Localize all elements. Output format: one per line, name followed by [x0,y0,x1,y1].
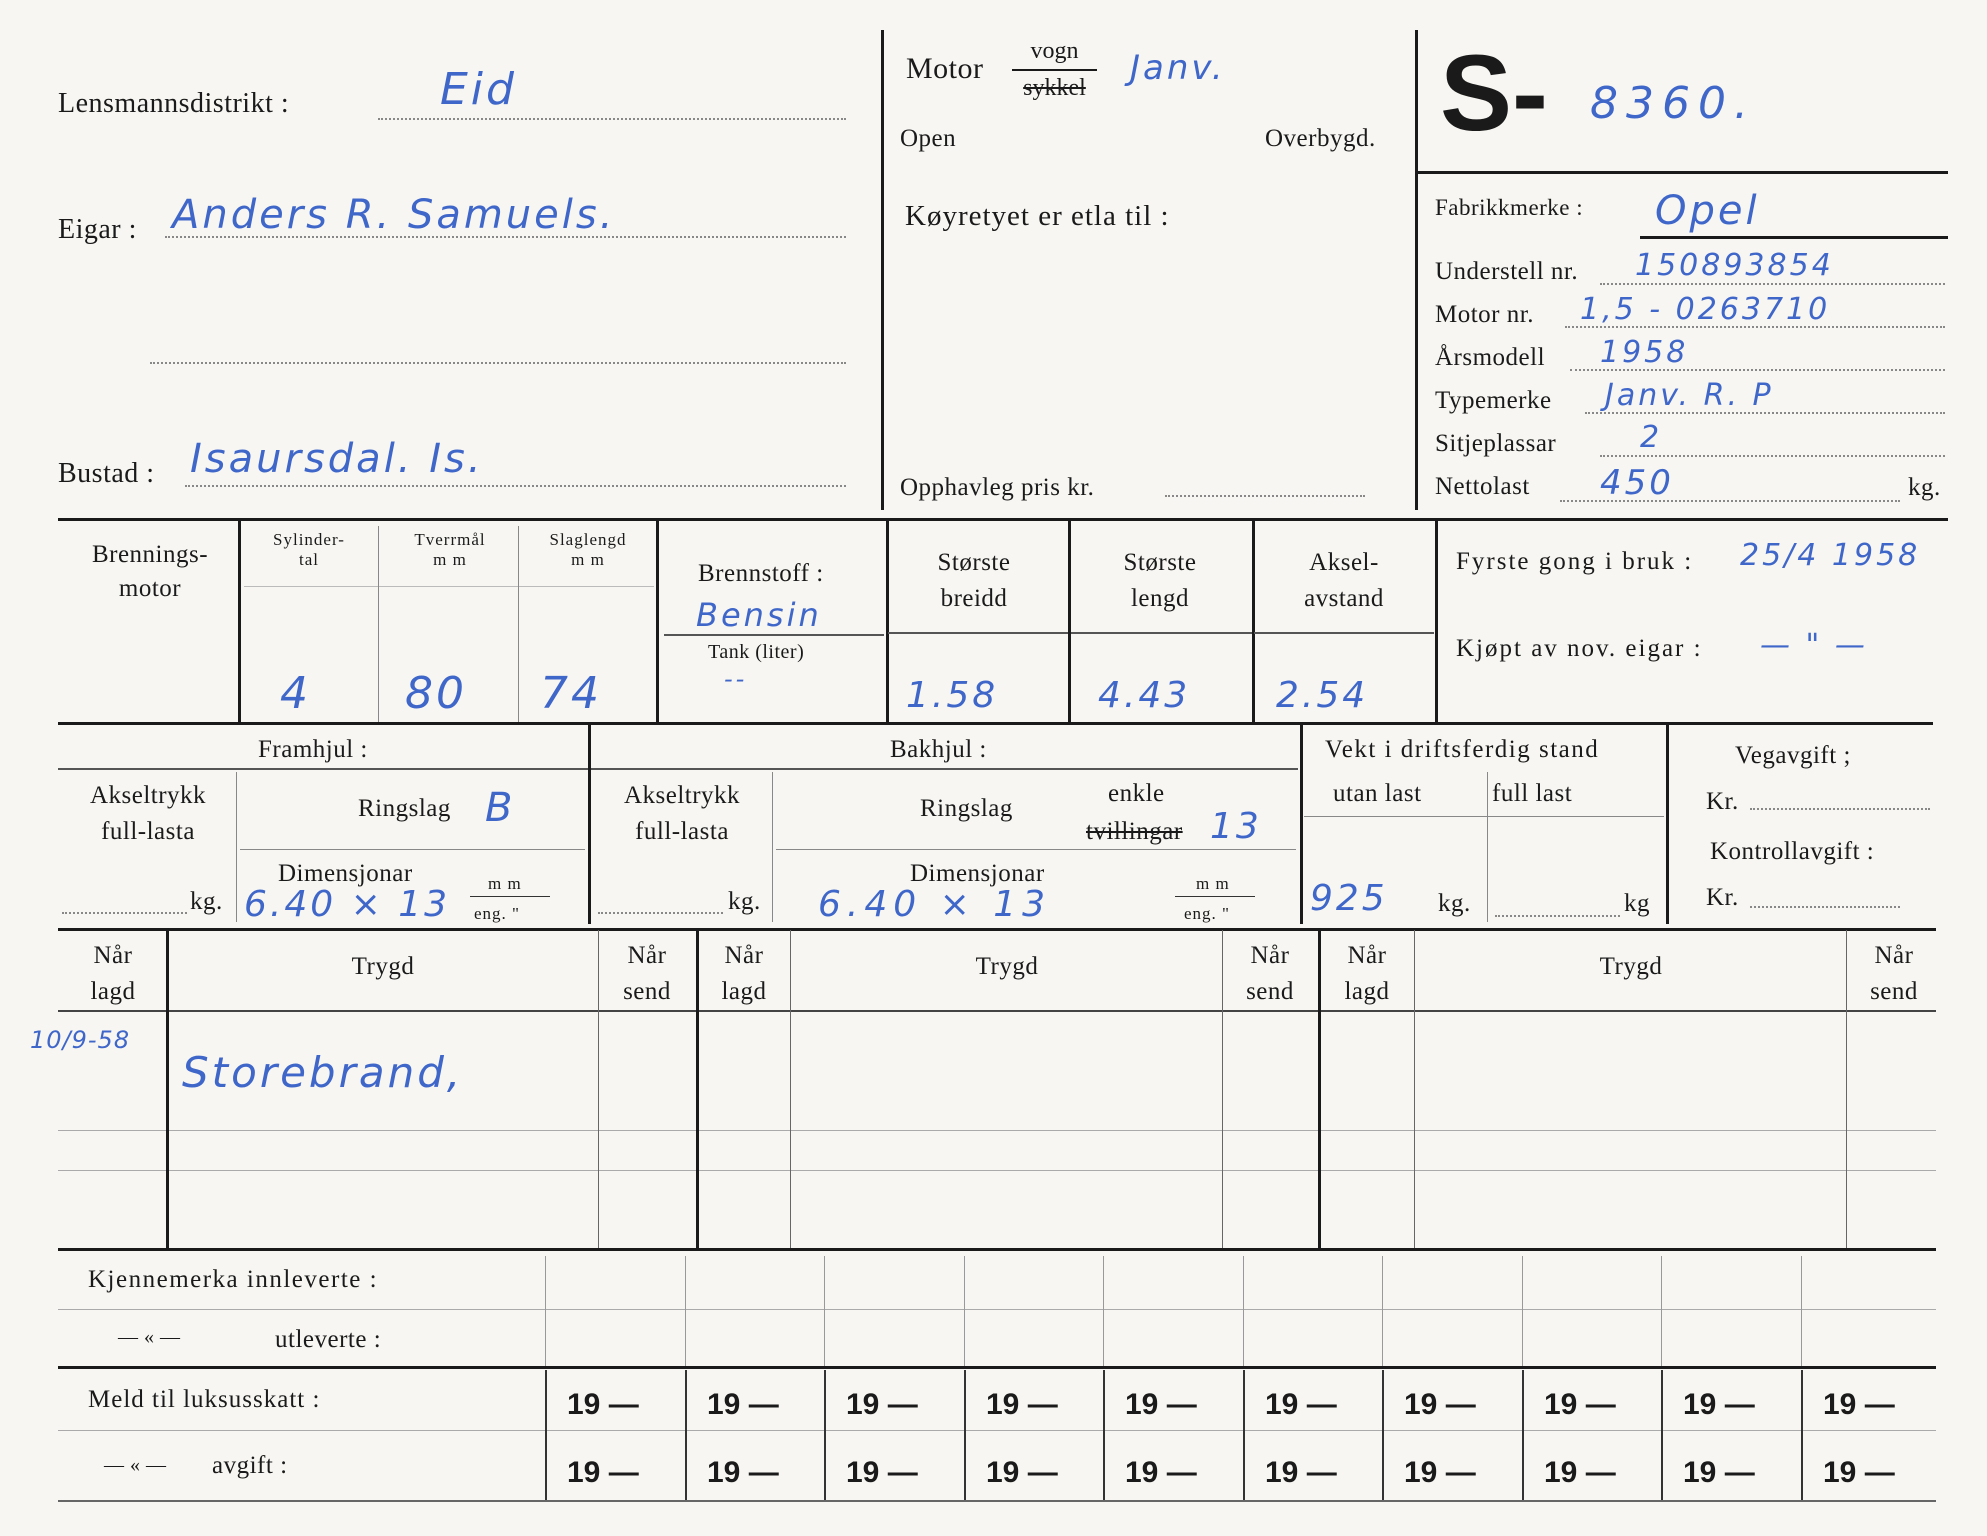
luxury-fee-year: 19 — [986,1456,1058,1489]
bore-value: 80 [405,668,467,719]
luxury-fee-year: 19 — [1265,1456,1337,1489]
eng-v4 [656,520,659,722]
luxury-column-divider [824,1370,826,1500]
rear-mid-line [776,849,1296,850]
fuel-line [664,634,884,636]
divider-top-2 [1415,30,1418,510]
stroke-value: 74 [540,668,602,719]
luxury-column-divider [1661,1370,1663,1500]
ins-insurer-3: Trygd [1599,953,1663,980]
seats-value: 2 [1640,420,1663,455]
eng-v1 [238,520,241,722]
rear-v1 [772,772,773,922]
weight-with-line [1495,915,1620,917]
plates-column-divider [1243,1256,1244,1366]
netload-unit: kg. [1908,474,1941,501]
luxury-fee-prefix: — « — [104,1454,167,1476]
luxury-fee-year: 19 — [567,1456,639,1489]
luxury-fee-year: 19 — [1683,1456,1755,1489]
dims-line [888,632,1258,634]
road-tax-kr: Kr. [1706,788,1739,815]
engine-no-label: Motor nr. [1435,301,1534,328]
luxury-report-year: 19 — [1125,1388,1197,1421]
plates-column-divider [1801,1256,1802,1366]
tank-label: Tank (liter) [708,641,805,663]
rear-wheel-title: Bakhjul : [890,736,987,763]
weight-without-unit: kg. [1438,890,1471,917]
width-value: 1.58 [906,675,999,716]
registration-prefix: S- [1440,32,1548,153]
rear-dim-label: Dimensjonar [910,860,1045,887]
first-use-label: Fyrste gong i bruk : [1456,548,1694,575]
weight-with-unit: kg [1624,890,1650,917]
model-year-value: 1958 [1600,335,1689,370]
luxury-column-divider [685,1370,687,1500]
luxury-report-year: 19 — [1544,1388,1616,1421]
engine-top-border [58,518,1948,521]
luxury-column-divider [964,1370,966,1500]
plates-issued-prefix: — « — [118,1326,181,1348]
axle-line [1254,632,1434,634]
plates-column-divider [824,1256,825,1366]
luxury-report-year: 19 — [1265,1388,1337,1421]
bought-label: Kjøpt av nov. eigar : [1456,635,1703,662]
eng-v3 [518,526,519,722]
wheels-v-fees [1666,724,1669,924]
ins-v8 [1846,930,1847,1248]
model-year-line [1570,369,1945,371]
plates-bottom [58,1366,1936,1369]
fuel-label: Brennstoff : [698,560,824,587]
ins-v7 [1414,930,1415,1248]
bought-value: — " — [1760,628,1868,663]
luxury-fee-label: avgift : [212,1452,288,1479]
reg-underline [1415,171,1948,174]
eng-sub-line [244,586,654,587]
front-axle-load-label: Akseltrykk full-lasta [89,782,207,845]
type-value: Janv. R. P [1605,378,1774,413]
district-value: Eid [440,64,517,115]
front-mid-line [240,849,585,850]
price-line [1165,495,1365,497]
luxury-fee-year: 19 — [1125,1456,1197,1489]
front-dim-label: Dimensjonar [278,860,413,887]
road-tax-label: Vegavgift ; [1735,742,1851,769]
stroke-label: Slaglengd m m [549,530,627,569]
owner-label: Eigar : [58,214,137,245]
model-year-label: Årsmodell [1435,344,1546,371]
plates-column-divider [1382,1256,1383,1366]
luxury-column-divider [1103,1370,1105,1500]
fuel-value: Bensin [696,596,822,634]
sykkel-label: sykkel [1023,75,1086,101]
control-fee-kr: Kr. [1706,884,1739,911]
cylinders-value: 4 [280,668,311,719]
weight-without-value: 925 [1310,878,1388,919]
ins-when-sent-2: Når send [1246,942,1294,1005]
rear-single-label: enkle [1108,780,1165,807]
chassis-label: Understell nr. [1435,258,1579,285]
covered-label: Overbygd. [1265,125,1376,152]
ins-when-made-1: Når lagd [90,942,136,1005]
luxury-report-year: 19 — [567,1388,639,1421]
ins-header-bottom [58,1010,1936,1012]
make-value: Opel [1655,188,1760,234]
weight-title: Vekt i driftsferdig stand [1325,736,1600,763]
first-use-value: 25/4 1958 [1740,538,1921,573]
residence-label: Bustad : [58,458,155,489]
chassis-value: 150893854 [1635,248,1834,283]
ins-when-sent-3: Når send [1870,942,1918,1005]
plates-column-divider [1103,1256,1104,1366]
rear-axle-line [598,912,723,914]
district-line [378,118,846,120]
make-underline [1640,236,1948,239]
engine-no-value: 1,5 - 0263710 [1580,292,1831,327]
control-fee-label: Kontrollavgift : [1710,838,1875,865]
front-eng: eng. " [474,904,520,923]
plates-returned-label: Kjennemerka innleverte : [88,1266,379,1293]
rear-eng: eng. " [1184,904,1230,923]
cylinders-label: Sylinder- tal [273,530,345,569]
weight-sub-line [1304,816,1664,817]
ins-top [58,928,1936,931]
luxury-fee-year: 19 — [1544,1456,1616,1489]
luxury-report-year: 19 — [1823,1388,1895,1421]
netload-value: 450 [1600,463,1674,503]
owner-line-2 [150,362,846,364]
chassis-line [1600,283,1945,285]
luxury-report-year: 19 — [846,1388,918,1421]
eng-v8 [1435,520,1438,722]
luxury-bottom [58,1500,1936,1502]
luxury-fee-year: 19 — [707,1456,779,1489]
front-axle-line [62,912,187,914]
rear-mm-bar [1175,896,1255,897]
plates-issued-label: utleverte : [275,1326,382,1353]
luxury-fee-year: 19 — [846,1456,918,1489]
eng-v2 [378,526,379,722]
length-value: 4.43 [1098,675,1191,716]
owner-value: Anders R. Samuels. [172,192,616,238]
wheels-v-mid [588,724,591,924]
motor-label: Motor [906,52,984,85]
ins-bottom [58,1248,1936,1251]
luxury-report-label: Meld til luksusskatt : [88,1386,321,1413]
front-wheel-title: Framhjul : [258,736,368,763]
luxury-report-year: 19 — [1683,1388,1755,1421]
luxury-report-year: 19 — [707,1388,779,1421]
engine-title: Brennings- motor [91,541,209,602]
ins-row-line-1 [58,1130,1936,1131]
divider-top-1 [881,30,884,510]
plates-column-divider [685,1256,686,1366]
ins-row1-date: 10/9-58 [30,1026,131,1054]
make-label: Fabrikkmerke : [1435,195,1584,220]
luxury-report-year: 19 — [986,1388,1058,1421]
vogn-label: vogn [1030,38,1079,64]
motor-value: Janv. [1130,48,1226,88]
front-ply-label: Ringslag [358,795,451,822]
front-mm: m m [488,874,522,893]
front-v1 [236,772,237,922]
weight-with-label: full last [1492,780,1573,807]
plates-column-divider [1522,1256,1523,1366]
axle-value: 2.54 [1276,675,1369,716]
weight-without-label: utan last [1333,780,1422,807]
road-tax-line [1750,808,1930,810]
netload-label: Nettolast [1435,473,1530,500]
length-label: Største lengd [1123,549,1197,612]
purpose-label: Køyretyet er etla til : [905,200,1170,232]
type-line [1585,412,1945,414]
rear-axle-kg: kg. [728,888,761,915]
netload-line [1560,500,1900,502]
wheels-header-line [58,768,1298,770]
front-dim-value: 6.40 × 13 [244,884,451,925]
bore-label: Tverrmål m m [414,530,486,569]
residence-line [185,485,846,487]
wheels-v-weight [1300,724,1303,924]
weight-v [1487,772,1488,922]
luxury-fee-year: 19 — [1404,1456,1476,1489]
registration-number: 8360. [1590,78,1756,129]
rear-mm: m m [1196,874,1230,893]
luxury-column-divider [1522,1370,1524,1500]
ins-when-made-2: Når lagd [721,942,767,1005]
front-mm-bar [470,896,550,897]
price-label: Opphavleg pris kr. [900,474,1095,501]
plates-column-divider [964,1256,965,1366]
open-label: Open [900,125,957,152]
control-fee-line [1750,906,1900,908]
ins-when-made-3: Når lagd [1344,942,1390,1005]
tank-value: -- [724,665,748,693]
residence-value: Isaursdal. Is. [190,436,484,482]
luxury-column-divider [545,1370,547,1500]
luxury-column-divider [1801,1370,1803,1500]
axle-label: Aksel- avstand [1304,549,1384,612]
ins-row1-insurer: Storebrand, [182,1048,464,1097]
rear-axle-load-label: Akseltrykk full-lasta [623,782,741,845]
plates-mid-line [58,1309,1936,1310]
rear-twin-label: tvillingar [1086,818,1183,845]
rear-ply-label: Ringslag [920,795,1013,822]
plates-column-divider [545,1256,546,1366]
luxury-column-divider [1382,1370,1384,1500]
front-axle-kg: kg. [190,888,223,915]
luxury-fee-year: 19 — [1823,1456,1895,1489]
luxury-column-divider [1243,1370,1245,1500]
rear-ply-value: 13 [1210,806,1262,847]
ins-insurer-1: Trygd [351,953,415,980]
luxury-report-year: 19 — [1404,1388,1476,1421]
ins-row-line-2 [58,1170,1936,1171]
plates-column-divider [1661,1256,1662,1366]
ins-when-sent-1: Når send [623,942,671,1005]
engine-bottom-border [58,722,1933,725]
engine-no-line [1565,326,1945,328]
ins-insurer-2: Trygd [975,953,1039,980]
seats-line [1600,455,1945,457]
type-label: Typemerke [1435,387,1552,414]
seats-label: Sitjeplassar [1435,430,1557,457]
rear-dim-value: 6.40 × 13 [818,884,1052,925]
width-label: Største breidd [937,549,1011,612]
ins-v4 [790,930,791,1248]
front-ply-value: B [485,785,516,831]
district-label: Lensmannsdistrikt : [58,88,290,119]
fraction-bar [1012,69,1097,71]
luxury-mid-line [58,1430,1936,1431]
